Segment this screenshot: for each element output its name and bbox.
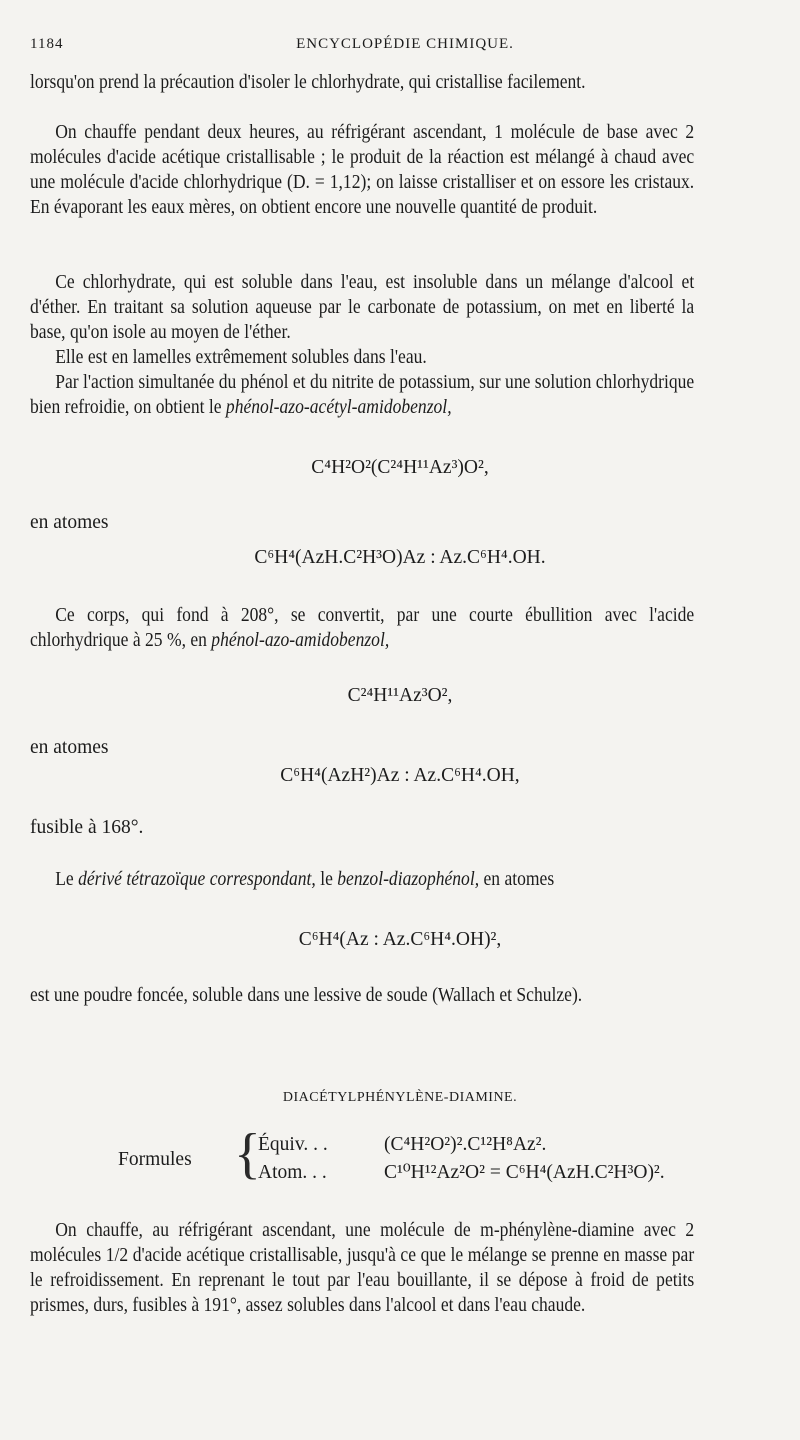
brace-symbol: { [234,1123,261,1185]
formula-atom-3: C⁶H⁴(Az : Az.C⁶H⁴.OH)², [298,929,502,950]
paragraph-9: On chauffe, au réfrigérant ascendant, une molécule de m-phénylène-diamine avec 2 molécules 1/2 d'acide acétique cristallisable, jusqu'à ce que le mélange se prenne en masse par le refroidissement. En reprenant le tout par l'eau bouillante, il se dépose à froid de petits prismes, durs, fusibles à 191°, assez solubles dans l'alcool et dans l'eau chaude. [30,1220,695,1316]
running-title: ENCYCLOPÉDIE CHIMIQUE. [296,36,514,52]
paragraph-7-le: Le [55,869,79,890]
equiv-formula: (C⁴H²O²)².C¹²H⁸Az². [384,1134,547,1155]
formula-equiv-2: C²⁴H¹¹Az³O², [347,685,453,706]
paragraph-5-text: Par l'action simultanée du phénol et du nitrite de potassium, sur une solution chlorhydrique bien refroidie, on obtient le [30,372,695,418]
label-en-atomes-1: en atomes [30,512,109,533]
formula-atom-1: C⁶H⁴(AzH.C²H³O)Az : Az.C⁶H⁴.OH. [254,547,546,568]
melting-point: fusible à 168°. [30,817,144,838]
atom-formula: C¹⁰H¹²Az²O² = C⁶H⁴(AzH.C²H³O)². [384,1162,665,1183]
compound-name-1: phénol-azo-acétyl-amidobenzol, [225,397,452,418]
compound-name-2: phénol-azo-amidobenzol, [211,630,390,651]
paragraph-8: est une poudre foncée, soluble dans une lessive de soude (Wallach et Schulze). [30,985,583,1006]
label-en-atomes-2: en atomes [30,737,109,758]
formula-atom-2: C⁶H⁴(AzH²)Az : Az.C⁶H⁴.OH, [280,765,520,786]
paragraph-7-le2: le [315,869,338,890]
compound-name-3: benzol-diazophénol, [337,869,480,890]
formulas-label: Formules [118,1149,192,1170]
equiv-label: Équiv. . . [258,1134,328,1155]
paragraph-2: On chauffe pendant deux heures, au réfrigérant ascendant, 1 molécule de base avec 2 molécules d'acide acétique cristallisable ; le produit de la réaction est mélangé à chaud avec une molécule d'acide chlorhydrique (D. = 1,12); on laisse cristalliser et on essore les cristaux. En évaporant les eaux mères, on obtient encore une nouvelle quantité de produit. [30,122,695,218]
paragraph-7 [30,867,694,892]
paragraph-6-text: Ce corps, qui fond à 208°, se convertit, par une courte ébullition avec l'acide chlorhydrique à 25 %, en [30,605,695,651]
paragraph-1: lorsqu'on prend la précaution d'isoler le chlorhydrate, qui cristallise facilement. [30,72,586,93]
paragraph-5 [30,370,694,420]
atom-label: Atom. . . [258,1162,327,1183]
derived-name: dérivé tétrazoïque correspondant, [78,869,316,890]
section-title: DIACÉTYLPHÉNYLÈNE-DIAMINE. [282,1090,518,1105]
page-number: 1184 [30,36,64,52]
paragraph-7-tail: en atomes [479,869,555,890]
formula-equiv-1: C⁴H²O²(C²⁴H¹¹Az³)O², [311,457,489,478]
page-header [30,36,780,60]
paragraph-3: Ce chlorhydrate, qui est soluble dans l'eau, est insoluble dans un mélange d'alcool et d'éther. En traitant sa solution aqueuse par le carbonate de potassium, on met en liberté la base, qu'on isole au moyen de l'éther. [30,272,695,343]
paragraph-4: Elle est en lamelles extrêmement solubles dans l'eau. [55,347,427,368]
paragraph-6 [30,603,694,653]
